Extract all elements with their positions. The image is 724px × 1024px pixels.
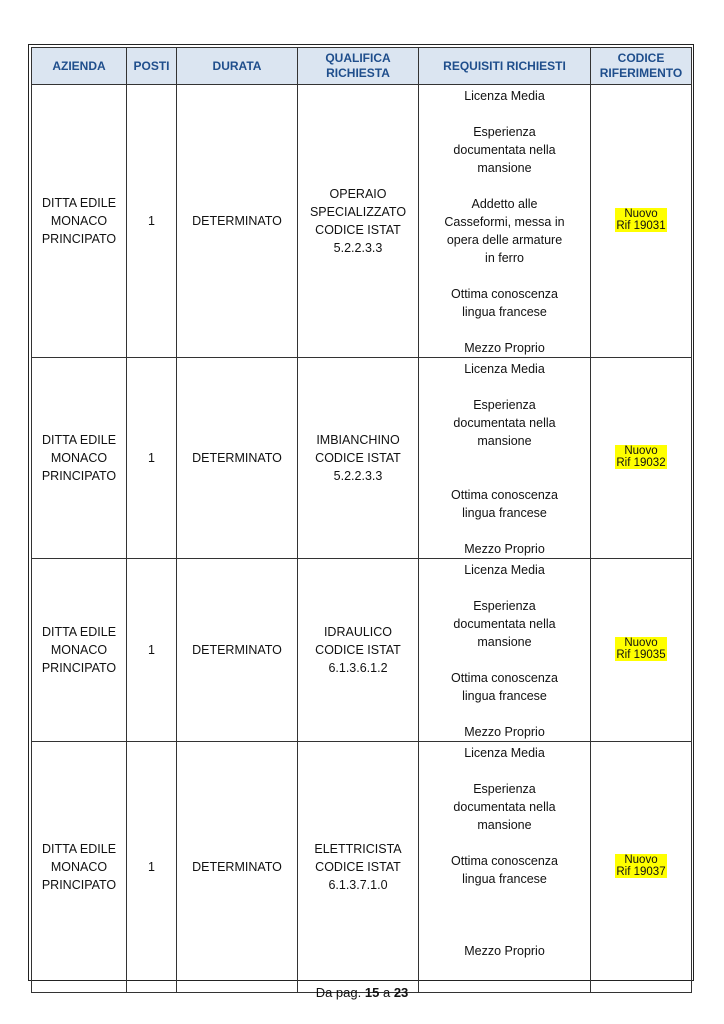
cell-qualifica-line: 5.2.2.3.3	[333, 241, 383, 255]
table-row	[32, 358, 692, 559]
cell-qualifica-line: CODICE ISTAT	[315, 451, 401, 465]
cell-codice	[591, 85, 692, 358]
cell-requisiti-line: Esperienza	[473, 782, 536, 796]
cell-requisiti-line: Esperienza	[473, 599, 536, 613]
cell-azienda-line: DITTA EDILE	[41, 842, 117, 856]
reference-code-highlight	[615, 637, 666, 661]
cell-azienda	[32, 742, 127, 993]
cell-requisiti-line: Mezzo Proprio	[464, 944, 545, 958]
cell-durata: DETERMINATO	[177, 358, 298, 559]
cell-requisiti-line	[423, 177, 586, 195]
footer-middle: a	[382, 985, 391, 1000]
cell-requisiti-line: Ottima conoscenza	[451, 854, 558, 868]
cell-requisiti-line	[423, 579, 586, 597]
table-body	[32, 85, 692, 993]
cell-qualifica-line: IMBIANCHINO	[316, 433, 400, 447]
cell-requisiti-line	[423, 267, 586, 285]
table-header-row	[32, 48, 692, 85]
cell-requisiti-line	[423, 450, 586, 468]
footer-to-page: 23	[393, 985, 409, 1000]
cell-qualifica-line: IDRAULICO	[323, 625, 393, 639]
header-qualifica	[298, 48, 419, 85]
cell-posti: 1	[127, 742, 177, 993]
cell-requisiti-line: Licenza Media	[464, 563, 545, 577]
job-offers-table	[31, 47, 692, 993]
header-codice-line2: RIFERIMENTO	[599, 66, 683, 80]
cell-azienda	[32, 559, 127, 742]
header-codice	[591, 48, 692, 85]
reference-code-highlight	[615, 854, 666, 878]
cell-qualifica-line: SPECIALIZZATO	[309, 205, 407, 219]
cell-posti: 1	[127, 85, 177, 358]
cell-azienda-line: DITTA EDILE	[41, 625, 117, 639]
cell-qualifica-line: OPERAIO	[329, 187, 387, 201]
cell-requisiti-line: documentata nella	[453, 416, 556, 430]
cell-requisiti-line: mansione	[477, 434, 532, 448]
header-requisiti: REQUISITI RICHIESTI	[419, 48, 591, 85]
cell-azienda-line: MONACO	[50, 643, 108, 657]
cell-qualifica	[298, 358, 419, 559]
cell-requisiti-line	[423, 522, 586, 540]
job-table-frame	[28, 44, 694, 981]
cell-requisiti-line: Esperienza	[473, 398, 536, 412]
cell-requisiti-line	[423, 468, 586, 486]
cell-requisiti-line: Licenza Media	[464, 746, 545, 760]
cell-requisiti-line	[423, 321, 586, 339]
footer-from-page: 15	[364, 985, 380, 1000]
cell-azienda-line: MONACO	[50, 860, 108, 874]
cell-requisiti-line: Licenza Media	[464, 89, 545, 103]
cell-qualifica-line: CODICE ISTAT	[315, 860, 401, 874]
cell-azienda-line: MONACO	[50, 214, 108, 228]
header-durata: DURATA	[177, 48, 298, 85]
cell-qualifica-line: 5.2.2.3.3	[333, 469, 383, 483]
reference-code-line: Rif 19037	[616, 866, 666, 878]
reference-code-line: Nuovo	[624, 208, 658, 220]
cell-qualifica	[298, 85, 419, 358]
reference-code-line: Nuovo	[624, 445, 658, 457]
cell-requisiti-line: Addetto alle	[471, 197, 538, 211]
cell-requisiti	[419, 85, 591, 358]
cell-requisiti-line: Casseformi, messa in	[444, 215, 565, 229]
cell-codice	[591, 358, 692, 559]
cell-requisiti-line	[423, 378, 586, 396]
cell-requisiti-line: Mezzo Proprio	[464, 341, 545, 355]
reference-code-line: Rif 19032	[616, 457, 666, 469]
header-codice-line1: CODICE	[617, 51, 665, 65]
cell-requisiti-line: in ferro	[485, 251, 524, 265]
footer-prefix: Da pag.	[315, 985, 362, 1000]
cell-requisiti-line: opera delle armature	[446, 233, 563, 247]
cell-requisiti-line	[423, 105, 586, 123]
cell-azienda-line: PRINCIPATO	[41, 469, 117, 483]
cell-qualifica-line: CODICE ISTAT	[315, 223, 401, 237]
header-posti: POSTI	[127, 48, 177, 85]
cell-requisiti-line: mansione	[477, 818, 532, 832]
cell-requisiti-line	[423, 705, 586, 723]
cell-durata: DETERMINATO	[177, 85, 298, 358]
cell-posti: 1	[127, 559, 177, 742]
cell-requisiti-line	[423, 762, 586, 780]
cell-requisiti-line: lingua francese	[462, 305, 547, 319]
cell-requisiti-line: mansione	[477, 635, 532, 649]
cell-azienda-line: PRINCIPATO	[41, 232, 117, 246]
cell-requisiti-line: Ottima conoscenza	[451, 287, 558, 301]
cell-durata: DETERMINATO	[177, 742, 298, 993]
header-azienda: AZIENDA	[32, 48, 127, 85]
cell-azienda-line: PRINCIPATO	[41, 878, 117, 892]
table-row	[32, 85, 692, 358]
cell-requisiti	[419, 559, 591, 742]
cell-qualifica-line: CODICE ISTAT	[315, 643, 401, 657]
reference-code-line: Nuovo	[624, 637, 658, 649]
cell-requisiti-line: documentata nella	[453, 617, 556, 631]
cell-requisiti-line: Licenza Media	[464, 362, 545, 376]
cell-requisiti-line: Ottima conoscenza	[451, 671, 558, 685]
cell-requisiti-line	[423, 834, 586, 852]
cell-azienda-line: DITTA EDILE	[41, 433, 117, 447]
cell-qualifica	[298, 559, 419, 742]
table-row	[32, 559, 692, 742]
cell-codice	[591, 559, 692, 742]
cell-qualifica-line: ELETTRICISTA	[314, 842, 402, 856]
cell-requisiti-line: lingua francese	[462, 689, 547, 703]
cell-qualifica	[298, 742, 419, 993]
cell-azienda-line: DITTA EDILE	[41, 196, 117, 210]
cell-requisiti-line: documentata nella	[453, 800, 556, 814]
reference-code-highlight	[615, 445, 666, 469]
cell-requisiti	[419, 358, 591, 559]
header-qualifica-line1: QUALIFICA	[325, 51, 391, 65]
cell-requisiti-line: Mezzo Proprio	[464, 542, 545, 556]
cell-requisiti-line	[423, 924, 586, 942]
cell-qualifica-line: 6.1.3.6.1.2	[328, 661, 388, 675]
page-footer	[0, 985, 724, 1000]
cell-requisiti-line: Mezzo Proprio	[464, 725, 545, 739]
table-row	[32, 742, 692, 993]
cell-requisiti-line	[423, 906, 586, 924]
reference-code-line: Nuovo	[624, 854, 658, 866]
cell-requisiti-line: Esperienza	[473, 125, 536, 139]
reference-code-line: Rif 19035	[616, 649, 666, 661]
header-qualifica-line2: RICHIESTA	[326, 66, 390, 80]
cell-requisiti-line: lingua francese	[462, 872, 547, 886]
cell-azienda-line: PRINCIPATO	[41, 661, 117, 675]
cell-requisiti-line: mansione	[477, 161, 532, 175]
cell-posti: 1	[127, 358, 177, 559]
reference-code-line: Rif 19031	[616, 220, 666, 232]
cell-qualifica-line: 6.1.3.7.1.0	[328, 878, 388, 892]
cell-azienda	[32, 85, 127, 358]
cell-requisiti-line	[423, 651, 586, 669]
cell-codice	[591, 742, 692, 993]
cell-requisiti-line	[423, 888, 586, 906]
cell-azienda	[32, 358, 127, 559]
cell-requisiti	[419, 742, 591, 993]
cell-requisiti-line: documentata nella	[453, 143, 556, 157]
cell-requisiti-line: Ottima conoscenza	[451, 488, 558, 502]
cell-requisiti-line: lingua francese	[462, 506, 547, 520]
cell-durata: DETERMINATO	[177, 559, 298, 742]
cell-azienda-line: MONACO	[50, 451, 108, 465]
reference-code-highlight	[615, 208, 666, 232]
